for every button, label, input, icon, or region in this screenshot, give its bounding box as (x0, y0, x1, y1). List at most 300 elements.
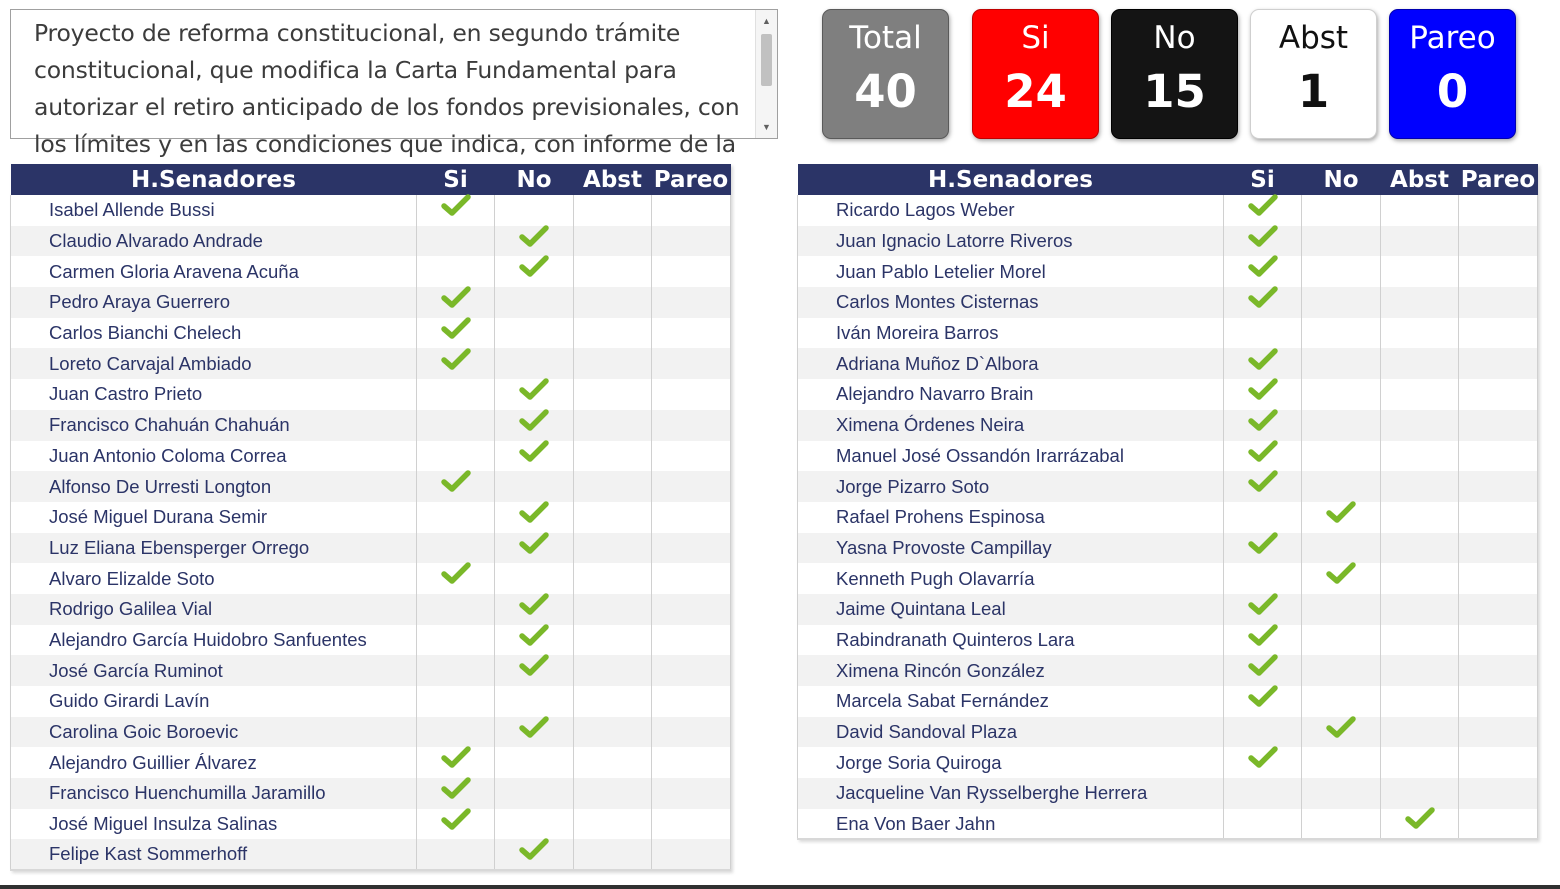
table-row (11, 256, 731, 287)
vote-cell-si (1224, 410, 1302, 441)
vote-cell-si (1224, 563, 1302, 594)
bill-description-box[interactable] (10, 9, 778, 158)
senator-name: Rafael Prohens Espinosa (798, 502, 1224, 533)
check-icon (519, 654, 549, 676)
vote-cell-abst (574, 410, 652, 441)
check-icon (1248, 470, 1278, 492)
vote-cell-si (1224, 747, 1302, 778)
senators-vote-table-right (797, 164, 1538, 840)
column-header-no: No (495, 164, 574, 195)
vote-cell-pareo (652, 533, 731, 564)
check-icon (441, 777, 471, 799)
senator-name: Manuel José Ossandón Irarrázabal (798, 441, 1224, 472)
senator-name: Alejandro García Huidobro Sanfuentes (11, 625, 417, 656)
vote-cell-abst (574, 318, 652, 349)
vote-cell-no (495, 747, 574, 778)
senator-name: Iván Moreira Barros (798, 318, 1224, 349)
table-row (11, 226, 731, 257)
table-row (11, 563, 731, 594)
vote-cell-no (1302, 318, 1381, 349)
senator-name: Carolina Goic Boroevic (11, 717, 417, 748)
senator-name: Ena Von Baer Jahn (798, 809, 1224, 840)
vote-cell-no (1302, 747, 1381, 778)
vote-cell-si (1224, 533, 1302, 564)
tile-value: 40 (854, 65, 917, 118)
vote-cell-si (417, 287, 495, 318)
table-row (798, 502, 1538, 533)
vote-cell-pareo (652, 717, 731, 748)
table-row (798, 410, 1538, 441)
vote-cell-abst (1381, 533, 1459, 564)
table-row (798, 809, 1538, 840)
senator-name: Carmen Gloria Aravena Acuña (11, 256, 417, 287)
table-row (11, 502, 731, 533)
senator-name: Carlos Montes Cisternas (798, 287, 1224, 318)
vote-cell-si (1224, 256, 1302, 287)
senator-name: Pedro Araya Guerrero (11, 287, 417, 318)
senator-name: Marcela Sabat Fernández (798, 686, 1224, 717)
vote-cell-si (417, 839, 495, 870)
vote-cell-si (417, 778, 495, 809)
vote-cell-si (417, 379, 495, 410)
senator-name: Alejandro Navarro Brain (798, 379, 1224, 410)
check-icon (1248, 593, 1278, 615)
check-icon (1405, 807, 1435, 829)
table-row (11, 318, 731, 349)
table-row (798, 563, 1538, 594)
senator-name: Luz Eliana Ebensperger Orrego (11, 533, 417, 564)
senator-name: José Miguel Insulza Salinas (11, 809, 417, 840)
table-row (798, 348, 1538, 379)
vote-cell-no (1302, 441, 1381, 472)
vote-cell-no (495, 195, 574, 226)
table-row (798, 226, 1538, 257)
check-icon (1248, 225, 1278, 247)
check-icon (441, 194, 471, 216)
vote-cell-no (495, 594, 574, 625)
column-header-h-senadores: H.Senadores (11, 164, 417, 195)
tile-value: 0 (1436, 65, 1469, 118)
check-icon (1248, 624, 1278, 646)
senator-name: David Sandoval Plaza (798, 717, 1224, 748)
senator-name: José Miguel Durana Semir (11, 502, 417, 533)
vote-cell-no (1302, 655, 1381, 686)
vote-cell-si (1224, 471, 1302, 502)
vote-cell-no (495, 348, 574, 379)
vote-cell-pareo (1459, 256, 1538, 287)
column-header-h-senadores: H.Senadores (798, 164, 1224, 195)
vote-cell-si (1224, 809, 1302, 840)
vote-cell-pareo (1459, 318, 1538, 349)
table-row (11, 195, 731, 226)
vote-cell-pareo (1459, 778, 1538, 809)
senator-name: Ricardo Lagos Weber (798, 195, 1224, 226)
senator-name: Juan Castro Prieto (11, 379, 417, 410)
vote-cell-abst (1381, 441, 1459, 472)
check-icon (441, 348, 471, 370)
vote-count-tile-total (822, 9, 949, 139)
vote-cell-si (1224, 348, 1302, 379)
vote-cell-no (1302, 533, 1381, 564)
vote-cell-si (1224, 625, 1302, 656)
table-row (11, 747, 731, 778)
vote-cell-abst (574, 809, 652, 840)
vote-cell-abst (574, 287, 652, 318)
vote-cell-pareo (652, 502, 731, 533)
column-header-pareo: Pareo (652, 164, 731, 195)
vote-cell-si (417, 594, 495, 625)
vote-cell-abst (574, 778, 652, 809)
check-icon (441, 808, 471, 830)
vote-cell-abst (1381, 195, 1459, 226)
vote-cell-no (1302, 594, 1381, 625)
vote-cell-si (417, 502, 495, 533)
vote-cell-pareo (1459, 471, 1538, 502)
check-icon (1248, 255, 1278, 277)
table-row (11, 410, 731, 441)
vote-cell-no (1302, 502, 1381, 533)
table-row (798, 655, 1538, 686)
vote-cell-abst (1381, 655, 1459, 686)
check-icon (1248, 685, 1278, 707)
vote-cell-si (417, 410, 495, 441)
vote-cell-pareo (1459, 809, 1538, 840)
senator-name: Juan Antonio Coloma Correa (11, 441, 417, 472)
vote-cell-si (417, 195, 495, 226)
vote-cell-abst (574, 348, 652, 379)
check-icon (519, 716, 549, 738)
table-row (11, 809, 731, 840)
check-icon (1248, 532, 1278, 554)
vote-cell-no (1302, 348, 1381, 379)
senator-name: Alvaro Elizalde Soto (11, 563, 417, 594)
vote-cell-abst (574, 471, 652, 502)
table-row (798, 471, 1538, 502)
check-icon (1326, 562, 1356, 584)
table-row (798, 625, 1538, 656)
senator-name: Carlos Bianchi Chelech (11, 318, 417, 349)
vote-cell-pareo (1459, 655, 1538, 686)
vote-count-tile-pareo (1389, 9, 1516, 139)
tile-label: Total (849, 20, 922, 56)
bottom-divider (0, 885, 1560, 889)
vote-cell-pareo (1459, 625, 1538, 656)
check-icon (519, 838, 549, 860)
vote-cell-no (495, 717, 574, 748)
vote-cell-abst (574, 686, 652, 717)
check-icon (1248, 286, 1278, 308)
vote-cell-pareo (652, 410, 731, 441)
vote-count-tile-abst (1250, 9, 1377, 139)
check-icon (519, 255, 549, 277)
vote-cell-pareo (652, 287, 731, 318)
vote-cell-abst (574, 717, 652, 748)
vote-cell-no (495, 318, 574, 349)
check-icon (1248, 348, 1278, 370)
check-icon (1326, 716, 1356, 738)
table-row (798, 778, 1538, 809)
senator-name: Alejandro Guillier Álvarez (11, 747, 417, 778)
tile-value: 15 (1143, 65, 1206, 118)
vote-count-tile-si (972, 9, 1099, 139)
senator-name: Jacqueline Van Rysselberghe Herrera (798, 778, 1224, 809)
vote-cell-si (417, 655, 495, 686)
vote-cell-abst (1381, 348, 1459, 379)
scrollbar-thumb[interactable] (761, 34, 772, 86)
check-icon (441, 470, 471, 492)
vote-cell-si (1224, 717, 1302, 748)
vote-cell-abst (574, 747, 652, 778)
vote-cell-pareo (652, 563, 731, 594)
vote-cell-si (1224, 778, 1302, 809)
vote-cell-pareo (652, 655, 731, 686)
table-row (798, 441, 1538, 472)
senator-name: Rodrigo Galilea Vial (11, 594, 417, 625)
check-icon (1248, 746, 1278, 768)
vote-cell-pareo (1459, 502, 1538, 533)
vote-cell-no (1302, 471, 1381, 502)
column-header-abst: Abst (1381, 164, 1459, 195)
vote-cell-si (1224, 594, 1302, 625)
vote-cell-abst (1381, 563, 1459, 594)
vote-cell-no (1302, 287, 1381, 318)
vote-cell-abst (574, 563, 652, 594)
vote-cell-no (1302, 809, 1381, 840)
senator-name: Rabindranath Quinteros Lara (798, 625, 1224, 656)
tile-label: Pareo (1409, 20, 1496, 56)
vote-cell-abst (574, 594, 652, 625)
vote-cell-pareo (652, 625, 731, 656)
check-icon (519, 532, 549, 554)
vote-cell-si (417, 625, 495, 656)
table-row (11, 655, 731, 686)
vote-cell-abst (574, 533, 652, 564)
vote-cell-pareo (652, 747, 731, 778)
vote-cell-si (417, 533, 495, 564)
tile-value: 24 (1004, 65, 1067, 118)
vote-cell-pareo (652, 318, 731, 349)
vote-cell-no (1302, 563, 1381, 594)
vote-cell-pareo (652, 256, 731, 287)
table-row (11, 287, 731, 318)
scroll-down-arrow-icon[interactable]: ▼ (762, 122, 771, 132)
vote-cell-si (1224, 686, 1302, 717)
vote-cell-abst (1381, 379, 1459, 410)
vote-cell-abst (574, 226, 652, 257)
senator-name: Juan Ignacio Latorre Riveros (798, 226, 1224, 257)
vote-cell-abst (574, 256, 652, 287)
table-row (798, 747, 1538, 778)
check-icon (441, 317, 471, 339)
vote-cell-si (417, 809, 495, 840)
vote-cell-pareo (652, 348, 731, 379)
vote-cell-no (1302, 226, 1381, 257)
vote-cell-no (1302, 410, 1381, 441)
vote-cell-abst (1381, 410, 1459, 441)
scroll-up-arrow-icon[interactable]: ▲ (762, 16, 771, 26)
column-header-pareo: Pareo (1459, 164, 1538, 195)
check-icon (519, 440, 549, 462)
vote-cell-pareo (652, 471, 731, 502)
vote-cell-abst (1381, 717, 1459, 748)
vote-cell-no (495, 379, 574, 410)
vote-cell-pareo (652, 778, 731, 809)
vote-cell-abst (574, 625, 652, 656)
vote-cell-si (1224, 441, 1302, 472)
vote-cell-abst (574, 379, 652, 410)
check-icon (441, 562, 471, 584)
vote-cell-si (417, 717, 495, 748)
column-header-abst: Abst (574, 164, 652, 195)
column-header-si: Si (417, 164, 495, 195)
table-row (11, 441, 731, 472)
vote-cell-si (417, 747, 495, 778)
check-icon (1248, 440, 1278, 462)
vote-cell-no (495, 655, 574, 686)
check-icon (1326, 501, 1356, 523)
table-row (798, 256, 1538, 287)
vote-cell-pareo (1459, 287, 1538, 318)
table-row (798, 318, 1538, 349)
vote-cell-si (417, 686, 495, 717)
vote-cell-abst (1381, 686, 1459, 717)
senator-name: Jaime Quintana Leal (798, 594, 1224, 625)
senator-name: Isabel Allende Bussi (11, 195, 417, 226)
senator-name: Francisco Chahuán Chahuán (11, 410, 417, 441)
vote-cell-no (495, 686, 574, 717)
vote-cell-pareo (1459, 441, 1538, 472)
check-icon (1248, 654, 1278, 676)
table-row (11, 379, 731, 410)
senator-name: Loreto Carvajal Ambiado (11, 348, 417, 379)
senator-name: Felipe Kast Sommerhoff (11, 839, 417, 870)
vote-cell-abst (1381, 471, 1459, 502)
table-row (798, 533, 1538, 564)
check-icon (519, 501, 549, 523)
vote-cell-no (495, 778, 574, 809)
tile-label: Abst (1278, 20, 1349, 56)
vote-cell-pareo (1459, 747, 1538, 778)
vote-cell-si (417, 471, 495, 502)
vote-cell-si (1224, 226, 1302, 257)
table-row (798, 717, 1538, 748)
vote-cell-pareo (1459, 410, 1538, 441)
vote-cell-si (417, 256, 495, 287)
vote-cell-abst (1381, 747, 1459, 778)
senator-name: Ximena Órdenes Neira (798, 410, 1224, 441)
vote-cell-abst (1381, 256, 1459, 287)
vote-cell-si (417, 348, 495, 379)
vote-cell-abst (1381, 809, 1459, 840)
vote-cell-no (495, 533, 574, 564)
vote-cell-no (1302, 778, 1381, 809)
vote-cell-si (1224, 287, 1302, 318)
table-row (11, 471, 731, 502)
vote-cell-no (1302, 717, 1381, 748)
vote-cell-no (1302, 625, 1381, 656)
vote-cell-si (1224, 502, 1302, 533)
vote-cell-pareo (652, 195, 731, 226)
tile-value: 1 (1297, 65, 1330, 118)
check-icon (1248, 378, 1278, 400)
vote-cell-abst (574, 441, 652, 472)
vote-cell-abst (574, 502, 652, 533)
check-icon (519, 225, 549, 247)
description-scrollbar[interactable] (755, 10, 777, 138)
senator-name: Yasna Provoste Campillay (798, 533, 1224, 564)
vote-cell-pareo (1459, 348, 1538, 379)
vote-cell-pareo (652, 379, 731, 410)
vote-cell-no (495, 502, 574, 533)
vote-cell-no (495, 625, 574, 656)
table-row (11, 717, 731, 748)
tile-label: Si (1021, 20, 1050, 56)
vote-cell-pareo (1459, 563, 1538, 594)
vote-cell-abst (1381, 502, 1459, 533)
vote-cell-no (1302, 256, 1381, 287)
table-row (798, 287, 1538, 318)
vote-cell-pareo (1459, 195, 1538, 226)
vote-cell-abst (574, 195, 652, 226)
vote-cell-abst (1381, 226, 1459, 257)
vote-cell-abst (1381, 594, 1459, 625)
table-row (11, 839, 731, 870)
vote-cell-abst (1381, 287, 1459, 318)
vote-cell-abst (1381, 318, 1459, 349)
table-row (11, 686, 731, 717)
table-row (11, 625, 731, 656)
vote-cell-si (1224, 655, 1302, 686)
table-row (798, 686, 1538, 717)
vote-cell-si (417, 318, 495, 349)
vote-cell-abst (574, 839, 652, 870)
vote-cell-abst (1381, 625, 1459, 656)
table-row (11, 778, 731, 809)
vote-cell-no (495, 256, 574, 287)
vote-cell-no (495, 809, 574, 840)
vote-cell-no (495, 226, 574, 257)
vote-cell-pareo (1459, 226, 1538, 257)
table-row (11, 533, 731, 564)
check-icon (519, 624, 549, 646)
vote-cell-no (495, 410, 574, 441)
senator-name: Jorge Soria Quiroga (798, 747, 1224, 778)
vote-cell-no (1302, 379, 1381, 410)
senator-name: Guido Girardi Lavín (11, 686, 417, 717)
check-icon (519, 593, 549, 615)
senator-name: Alfonso De Urresti Longton (11, 471, 417, 502)
vote-cell-pareo (652, 441, 731, 472)
vote-cell-si (1224, 379, 1302, 410)
vote-cell-si (1224, 318, 1302, 349)
vote-cell-si (417, 441, 495, 472)
vote-count-tile-no (1111, 9, 1238, 139)
vote-cell-pareo (1459, 379, 1538, 410)
senator-name: Juan Pablo Letelier Morel (798, 256, 1224, 287)
check-icon (441, 286, 471, 308)
table-row (11, 348, 731, 379)
vote-cell-pareo (1459, 594, 1538, 625)
vote-cell-abst (1381, 778, 1459, 809)
tile-label: No (1153, 20, 1196, 56)
senator-name: Adriana Muñoz D`Albora (798, 348, 1224, 379)
table-row (11, 594, 731, 625)
senator-name: Ximena Rincón González (798, 655, 1224, 686)
vote-cell-no (1302, 195, 1381, 226)
vote-cell-abst (574, 655, 652, 686)
vote-cell-no (495, 471, 574, 502)
check-icon (519, 409, 549, 431)
